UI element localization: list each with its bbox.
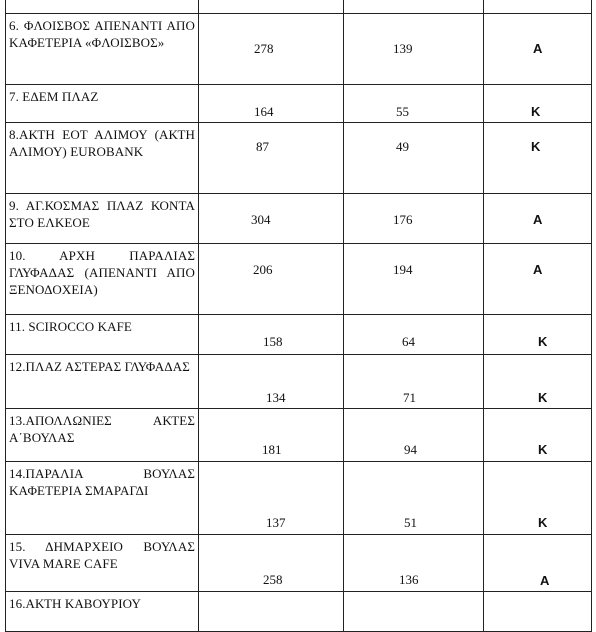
location-label: 6. ΦΛΟΙΣΒΟΣ ΑΠΕΝΑΝΤΙ ΑΠΟ ΚΑΦΕΤΕΡΙΑ «ΦΛΟΙΣΒΟΣ»	[9, 18, 195, 50]
value2-cell	[344, 462, 484, 535]
value2: 71	[403, 390, 416, 405]
location-cell	[6, 409, 199, 462]
class-cell	[484, 85, 592, 123]
class-label: Α	[533, 212, 543, 227]
value1: 206	[253, 262, 273, 277]
location-label: 9. ΑΓ.ΚΟΣΜΑΣ ΠΛΑΖ ΚΟΝΤΑ ΣΤΟ ΕΛΚΕΟΕ	[9, 198, 195, 230]
location-label: 12.ΠΛΑΖ ΑΣΤΕΡΑΣ ΓΛΥΦΑΔΑΣ	[9, 359, 190, 374]
class-cell	[484, 315, 592, 355]
table-row	[6, 535, 592, 592]
value2-cell	[344, 592, 484, 632]
class-label: Α	[533, 262, 543, 277]
value1-cell	[199, 85, 344, 123]
location-cell	[6, 194, 199, 244]
value2: 94	[404, 442, 417, 457]
value1-cell	[199, 355, 344, 409]
class-cell	[484, 535, 592, 592]
value1-cell	[199, 315, 344, 355]
value1-cell	[199, 194, 344, 244]
value1-cell	[199, 123, 344, 194]
location-label: 11. SCIROCCO KAFE	[9, 319, 132, 334]
location-label: 14.ΠΑΡΑΛΙΑ ΒΟΥΛΑΣ ΚΑΦΕΤΕΡΙΑ ΣΜΑΡΑΓΔΙ	[9, 466, 195, 498]
location-label: 7. ΕΔΕΜ ΠΛΑΖ	[9, 89, 99, 104]
value1: 258	[263, 572, 283, 587]
value1-cell	[199, 592, 344, 632]
value1: 137	[266, 515, 286, 530]
class-cell	[484, 592, 592, 632]
value1-cell	[199, 14, 344, 85]
class-cell	[484, 355, 592, 409]
location-label: 13.ΑΠΟΛΛΩΝΙΕΣ ΑΚΤΕΣ Α΄ΒΟΥΛΑΣ	[9, 413, 195, 445]
location-cell	[6, 14, 199, 85]
location-cell	[6, 315, 199, 355]
table-row	[6, 462, 592, 535]
class-cell	[484, 462, 592, 535]
class-label: Α	[533, 41, 543, 56]
class-label: Κ	[538, 515, 548, 530]
location-cell	[6, 592, 199, 632]
class-cell	[484, 244, 592, 315]
value2-cell	[344, 85, 484, 123]
location-cell	[6, 0, 199, 14]
location-cell	[6, 85, 199, 123]
value2-cell	[344, 315, 484, 355]
value2: 51	[404, 515, 417, 530]
location-label: 8.ΑΚΤΗ ΕΟΤ ΑΛΙΜΟΥ (ΑΚΤΗ ΑΛΙΜΟΥ) EUROBANK	[9, 127, 195, 159]
value2: 136	[399, 572, 419, 587]
class-cell	[484, 14, 592, 85]
table-row	[6, 123, 592, 194]
table-row	[6, 355, 592, 409]
table-row	[6, 315, 592, 355]
location-cell	[6, 244, 199, 315]
class-cell	[484, 409, 592, 462]
value2: 49	[396, 139, 409, 154]
class-cell	[484, 0, 592, 14]
value1: 87	[256, 139, 269, 154]
value1-cell	[199, 535, 344, 592]
value2-cell	[344, 355, 484, 409]
location-cell	[6, 535, 199, 592]
value2: 176	[393, 212, 413, 227]
class-label: Κ	[531, 139, 541, 154]
value2-cell	[344, 244, 484, 315]
table-row	[6, 244, 592, 315]
value1-cell	[199, 244, 344, 315]
location-label: 15. ΔΗΜΑΡΧΕΙΟ ΒΟΥΛΑΣ VIVA MARE CAFE	[9, 539, 195, 571]
table-row	[6, 85, 592, 123]
value1: 278	[254, 41, 274, 56]
class-label: Α	[540, 573, 550, 588]
table-row	[6, 14, 592, 85]
class-cell	[484, 194, 592, 244]
value1: 181	[262, 442, 282, 457]
location-cell	[6, 355, 199, 409]
value2-cell	[344, 535, 484, 592]
value1-cell	[199, 0, 344, 14]
class-label: Κ	[538, 390, 548, 405]
value1: 304	[251, 212, 271, 227]
value2-cell	[344, 409, 484, 462]
table-row	[6, 194, 592, 244]
class-label: Κ	[538, 442, 548, 457]
value2: 64	[402, 334, 415, 349]
value1: 164	[254, 104, 274, 119]
table-row	[6, 409, 592, 462]
table-row	[6, 592, 592, 632]
value1-cell	[199, 409, 344, 462]
value2: 55	[396, 104, 409, 119]
class-label: Κ	[531, 104, 541, 119]
value2-cell	[344, 194, 484, 244]
value1-cell	[199, 462, 344, 535]
value1: 158	[263, 334, 283, 349]
location-label: 16.ΑΚΤΗ ΚΑΒΟΥΡΙΟΥ	[9, 596, 141, 611]
value2-cell	[344, 123, 484, 194]
value2: 139	[393, 41, 413, 56]
location-cell	[6, 123, 199, 194]
class-cell	[484, 123, 592, 194]
class-label: Κ	[538, 334, 548, 349]
table-row	[6, 0, 592, 14]
location-label: 10. ΑΡΧΗ ΠΑΡΑΛΙΑΣ ΓΛΥΦΑΔΑΣ (ΑΠΕΝΑΝΤΙ ΑΠΟ ΞΕΝΟΔΟΧΕΙΑ)	[9, 248, 195, 297]
value2-cell	[344, 0, 484, 14]
value1: 134	[266, 390, 286, 405]
value2: 194	[393, 262, 413, 277]
value2-cell	[344, 14, 484, 85]
data-table	[5, 0, 592, 632]
location-cell	[6, 462, 199, 535]
